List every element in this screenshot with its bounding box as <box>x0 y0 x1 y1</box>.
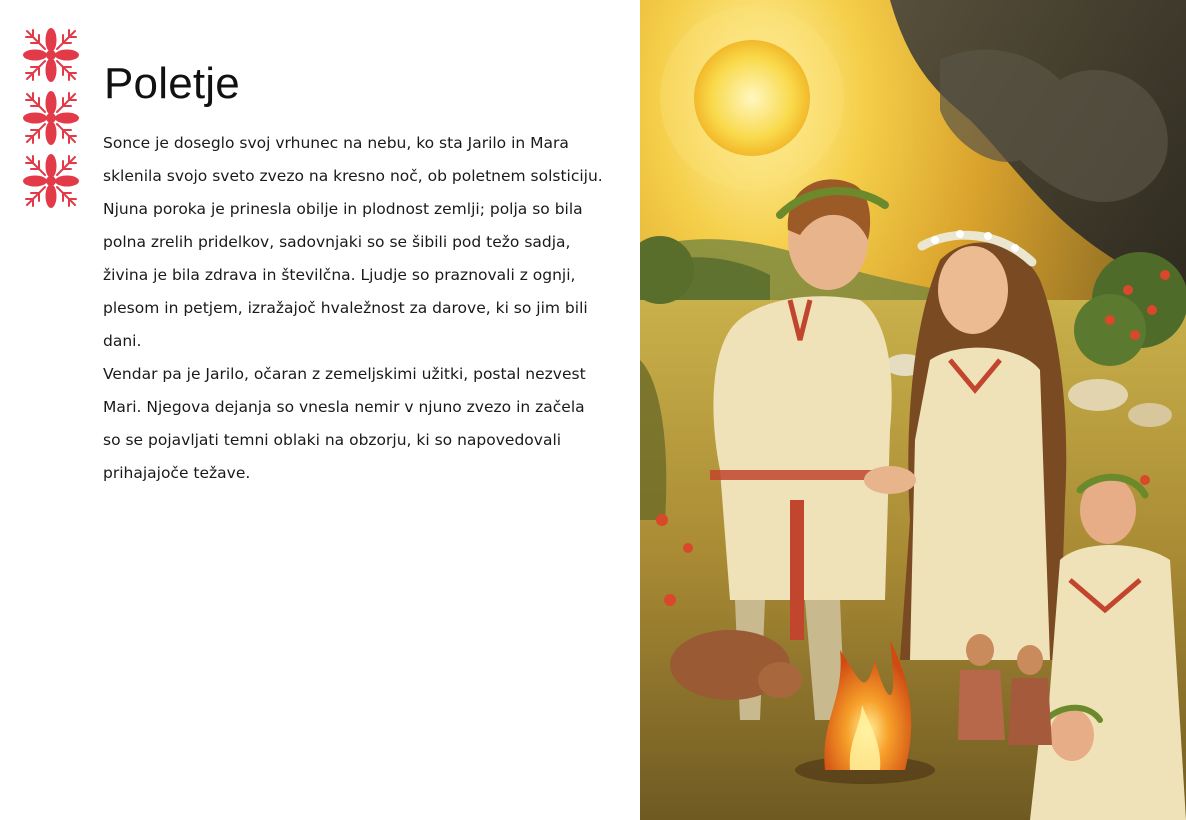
painting-canvas <box>640 0 1186 820</box>
folk-flower-icon <box>18 150 84 212</box>
folk-ornament-column <box>18 24 84 214</box>
body-paragraph-1: Sonce je doseglo svoj vrhunec na nebu, ko sta Jarilo in Mara sklenila svojo sveto zvezo na kresno noč, ob poletnem solsticiju. Njuna poroka je prinesla obilje in plodnost zemlji; polja so bila polna zrelih pridelkov, sadovnjaki so se šibili pod težo sadja, živina je bila zdrava in številčna. Ljudje so praznovali z ognji, plesom in petjem, izražajoč hvaležnost za darove, ki so jim bili dani. <box>103 134 603 350</box>
folk-flower-icon <box>18 87 84 149</box>
sun <box>694 40 810 156</box>
body-paragraph-2: Vendar pa je Jarilo, očaran z zemeljskimi užitki, postal nezvest Mari. Njegova dejanja so vnesla nemir v njuno zvezo in začela so se pojavljati temni oblaki na obzorju, ki so napovedovali prihajajoče težave. <box>103 365 586 482</box>
folk-flower-icon <box>18 24 84 86</box>
joined-hands <box>864 466 916 494</box>
summer-solstice-painting <box>640 0 1186 820</box>
slide-body <box>103 127 603 490</box>
slide-title: Poletje <box>104 59 240 108</box>
